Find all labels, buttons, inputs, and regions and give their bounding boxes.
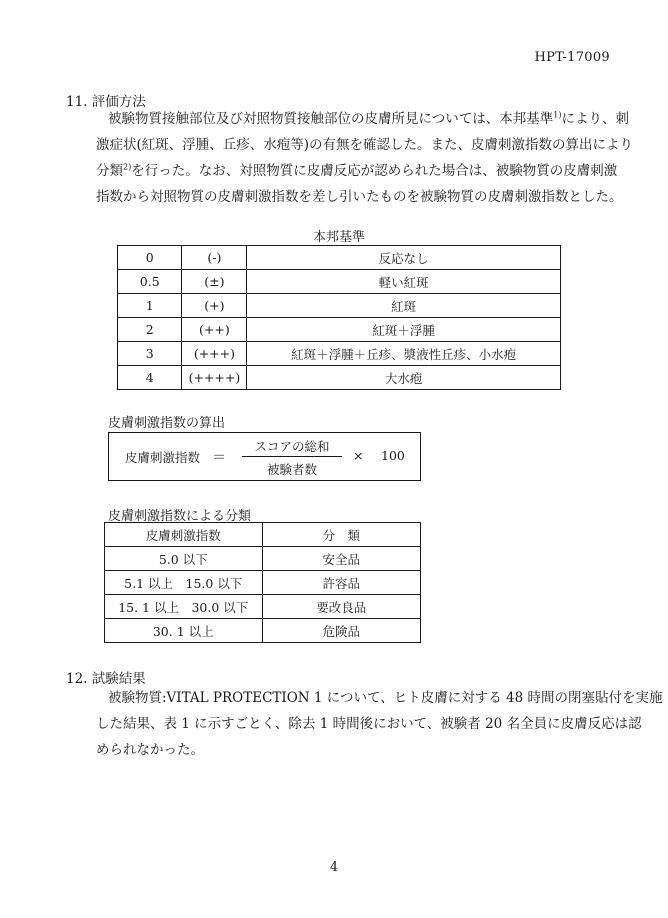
- description-cell: 反応なし: [247, 246, 561, 270]
- score-cell: 4: [118, 366, 182, 390]
- paragraph-line: 被験物質:VITAL PROTECTION 1 について、ヒト皮膚に対する 48 時間の閉塞貼付を実施: [108, 690, 663, 706]
- paragraph-line: [96, 158, 616, 184]
- table-row: [105, 547, 421, 571]
- table-header-row: [105, 523, 421, 547]
- document-id: HPT-17009: [534, 50, 610, 65]
- table-row: [118, 318, 561, 342]
- description-cell: 大水疱: [247, 366, 561, 390]
- range-cell: 5.1 以上 15.0 以下: [105, 571, 263, 595]
- description-cell: 紅斑＋浮腫: [247, 318, 561, 342]
- section-12-paragraph: [96, 685, 663, 763]
- section-12-title: 12. 試験結果: [66, 671, 146, 687]
- symbol-cell: (±): [182, 270, 247, 294]
- section-11-title: 11. 評価方法: [66, 94, 146, 110]
- classification-table: [104, 522, 421, 643]
- table-row: [118, 342, 561, 366]
- paragraph-line: 激症状(紅斑、浮腫、丘疹、水疱等)の有無を確認した。また、皮膚刺激指数の算出により: [96, 137, 634, 153]
- formula-equals: ＝: [212, 450, 226, 466]
- description-cell: 紅斑＋浮腫＋丘疹、漿液性丘疹、小水疱: [247, 342, 561, 366]
- text-span: 分類: [96, 163, 123, 179]
- range-cell: 30. 1 以上: [105, 619, 263, 643]
- description-cell: 軽い紅斑: [247, 270, 561, 294]
- section-11-paragraph: [96, 106, 634, 210]
- paragraph-line: [96, 106, 629, 132]
- class-cell: 安全品: [262, 547, 420, 571]
- class-cell: 危険品: [262, 619, 420, 643]
- fraction-bar: [242, 456, 342, 457]
- table-row: [118, 246, 561, 270]
- formula-box: [108, 432, 421, 481]
- symbol-cell: (+): [182, 294, 247, 318]
- symbol-cell: (++): [182, 318, 247, 342]
- paragraph-line: した結果、表 1 に示すごとく、除去 1 時間後において、被験者 20 名全員に皮膚反応は認: [96, 716, 642, 732]
- text-span: 被験物質接触部位及び対照物質接触部位の皮膚所見については、本邦基準: [108, 111, 554, 127]
- table-row: [105, 571, 421, 595]
- criteria-table: [117, 245, 561, 390]
- score-cell: 3: [118, 342, 182, 366]
- page-number: 4: [329, 860, 339, 875]
- formula-caption: 皮膚刺激指数の算出: [108, 416, 226, 431]
- table-row: [105, 619, 421, 643]
- description-cell: 紅斑: [247, 294, 561, 318]
- symbol-cell: (+++): [182, 342, 247, 366]
- paragraph-line: 指数から対照物質の皮膚刺激指数を差し引いたものを被験物質の皮膚刺激指数とした。: [96, 189, 623, 205]
- reference-superscript: 2): [123, 162, 132, 172]
- class-cell: 要改良品: [262, 595, 420, 619]
- table-row: [118, 366, 561, 390]
- class-cell: 許容品: [262, 571, 420, 595]
- header-cell-class: 分 類: [262, 523, 420, 547]
- formula-lhs: 皮膚刺激指数: [125, 450, 201, 465]
- score-cell: 2: [118, 318, 182, 342]
- range-cell: 15. 1 以上 30.0 以下: [105, 595, 263, 619]
- header-cell-index: 皮膚刺激指数: [105, 523, 263, 547]
- criteria-table-caption: 本邦基準: [312, 230, 365, 245]
- symbol-cell: (-): [182, 246, 247, 270]
- score-cell: 0: [118, 246, 182, 270]
- table-row: [118, 270, 561, 294]
- classification-table-caption: 皮膚刺激指数による分類: [108, 509, 252, 524]
- symbol-cell: (++++): [182, 366, 247, 390]
- reference-superscript: 1): [553, 110, 562, 120]
- paragraph-line: められなかった。: [96, 742, 204, 758]
- formula-denominator: 被験者数: [266, 462, 317, 477]
- formula-multiplier: 100: [381, 448, 405, 463]
- range-cell: 5.0 以下: [105, 547, 263, 571]
- table-row: [105, 595, 421, 619]
- formula-times: ×: [353, 448, 364, 463]
- table-row: [118, 294, 561, 318]
- score-cell: 1: [118, 294, 182, 318]
- text-span: により、刺: [561, 111, 629, 127]
- text-span: を行った。なお、対照物質に皮膚反応が認められた場合は、被験物質の皮膚刺激: [131, 163, 618, 179]
- formula-numerator: スコアの総和: [254, 439, 330, 454]
- score-cell: 0.5: [118, 270, 182, 294]
